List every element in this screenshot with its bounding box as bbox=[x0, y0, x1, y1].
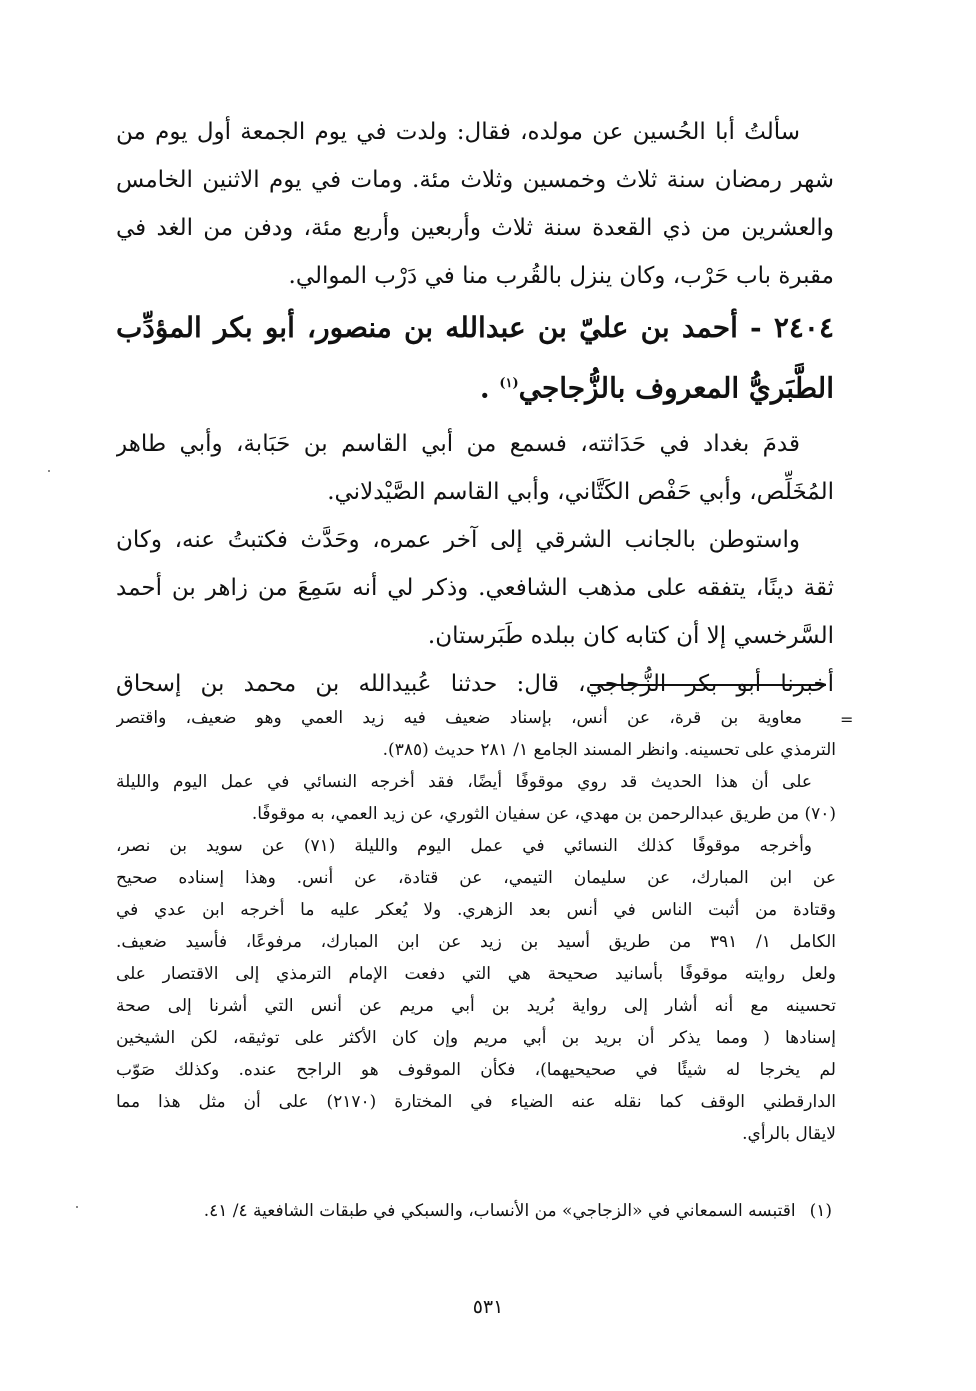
note-line: عن ابن المبارك، عن سليمان التيمي، عن قتادة، عن أنس. وهذا إسناده صحيح bbox=[116, 868, 836, 888]
note-line: (٧٠) من طريق عبدالرحمن بن مهدي، عن سفيان الثوري، عن زيد العمي، به موقوفًا. bbox=[251, 804, 836, 824]
note-line: وقتادة من أثبت الناس في أنس بعد الزهري. ولا يُعكر عليه ما أخرجه ابن عدي في bbox=[116, 900, 836, 920]
note-line: الدارقطني الوقف كما نقله عنه الضياء في المختارة (٢١٧٠) على أن مثل هذا مما bbox=[116, 1092, 836, 1112]
main-text-line: شهر رمضان سنة ثلاث وخمسين وثلاث مئة. ومات في يوم الاثنين الخامس bbox=[116, 167, 834, 193]
note-line: الترمذي على تحسينه. وانظر المسند الجامع ١/ ٢٨١ حديث (٣٨٥). bbox=[382, 740, 836, 760]
footnote-reference: (١) bbox=[499, 376, 519, 391]
note-line: لايقال بالرأي. bbox=[742, 1124, 836, 1144]
body-text-line: ثقة دينًا، يتفقه على مذهب الشافعي. وذكر لي أنه سَمِعَ من زاهر بن أحمد bbox=[116, 575, 834, 601]
main-text-line: والعشرين من ذي القعدة سنة ثلاث وأربعين وأربع مئة، ودفن من الغد في bbox=[116, 215, 834, 241]
main-text-line: سألتُ أبا الحُسين عن مولده، فقال: ولدت في يوم الجمعة أول يوم من bbox=[116, 119, 800, 145]
note-line: إسنادها ( ومما يذكر أن بريد بن أبي مريم وإن كان الأكثر على توثيقه، لكن الشيخين bbox=[116, 1028, 836, 1048]
scan-speck bbox=[48, 470, 50, 472]
continuation-marker: = bbox=[840, 710, 854, 729]
note-line: الكامل ١/ ٣٩١ من طريق أسيد بن زيد عن ابن المبارك، مرفوعًا، فأسيد ضعيف. bbox=[116, 932, 836, 952]
main-text-line: مقبرة باب حَرْب، وكان ينزل بالقُرب منا في دَرْب الموالي. bbox=[288, 263, 834, 289]
footnote-text: اقتبسه السمعاني في «الزجاجي» من الأنساب، والسبكي في طبقات الشافعية ٤/ ٤١. bbox=[203, 1201, 796, 1221]
footnote-divider bbox=[590, 684, 826, 686]
body-text-line: واستوطن بالجانب الشرقي إلى آخر عمره، وحَدَّث فكتبتُ عنه، وكان bbox=[116, 527, 800, 553]
notes-block bbox=[116, 702, 836, 1150]
entry-heading-line2 bbox=[116, 356, 834, 412]
entry-heading-name: الطَّبَريُّ المعروف بالزُّجاجي bbox=[518, 371, 834, 405]
body-text-line: قدمَ بغداد في حَدَاثته، فسمع من أبي القاسم بن حَبَابة، وأبي طاهر bbox=[116, 431, 800, 457]
body-text-line: السَّرخسي إلا أن كتابه كان ببلده طَبَرستان. bbox=[427, 623, 834, 649]
entry-heading-end: . bbox=[479, 371, 490, 405]
body-text-line: أخبرنا أبو بكر الزُّجاجي، قال: حدثنا عُبيدالله بن محمد بن إسحاق bbox=[116, 671, 834, 697]
note-line: وأخرجه موقوفًا كذلك النسائي في عمل اليوم والليلة (٧١) عن سويد بن نصر، bbox=[116, 836, 812, 856]
page-number: ٥٣١ bbox=[472, 1296, 504, 1318]
main-text-block bbox=[116, 108, 834, 708]
note-line: على أن هذا الحديث قد روي موقوفًا أيضًا، فقد أخرجه النسائي في عمل اليوم والليلة bbox=[116, 772, 812, 792]
note-line: تحسينه مع أنه أشار إلى رواية بُريد بن أبي مريم عن أنس التي أشرنا إلى صحة bbox=[116, 996, 836, 1016]
footnote-number: (١) bbox=[809, 1201, 832, 1221]
entry-heading-line1: ٢٤٠٤ - أحمد بن عليّ بن عبدالله بن منصور، أبو بكر المؤدِّب bbox=[116, 311, 834, 344]
footnote bbox=[120, 1196, 832, 1226]
note-line: ولعل روايته موقوفًا بأسانيد صحيحة هي التي دفعت الإمام الترمذي إلى الاقتصار على bbox=[116, 964, 836, 984]
scan-speck bbox=[76, 1206, 78, 1208]
body-text-line: المُخَلِّص، وأبي حَفْص الكَتَّاني، وأبي القاسم الصَّيْدلاني. bbox=[327, 479, 834, 505]
note-line: معاوية بن قرة، عن أنس، بإسناد ضعيف فيه زيد العمي وهو ضعيف، واقتصر bbox=[116, 708, 802, 728]
note-line: لم يخرجا له شيئًا في صحيحيهما)، فكأن الموقوف هو الراجح عنده. وكذلك صَوّب bbox=[116, 1060, 836, 1080]
